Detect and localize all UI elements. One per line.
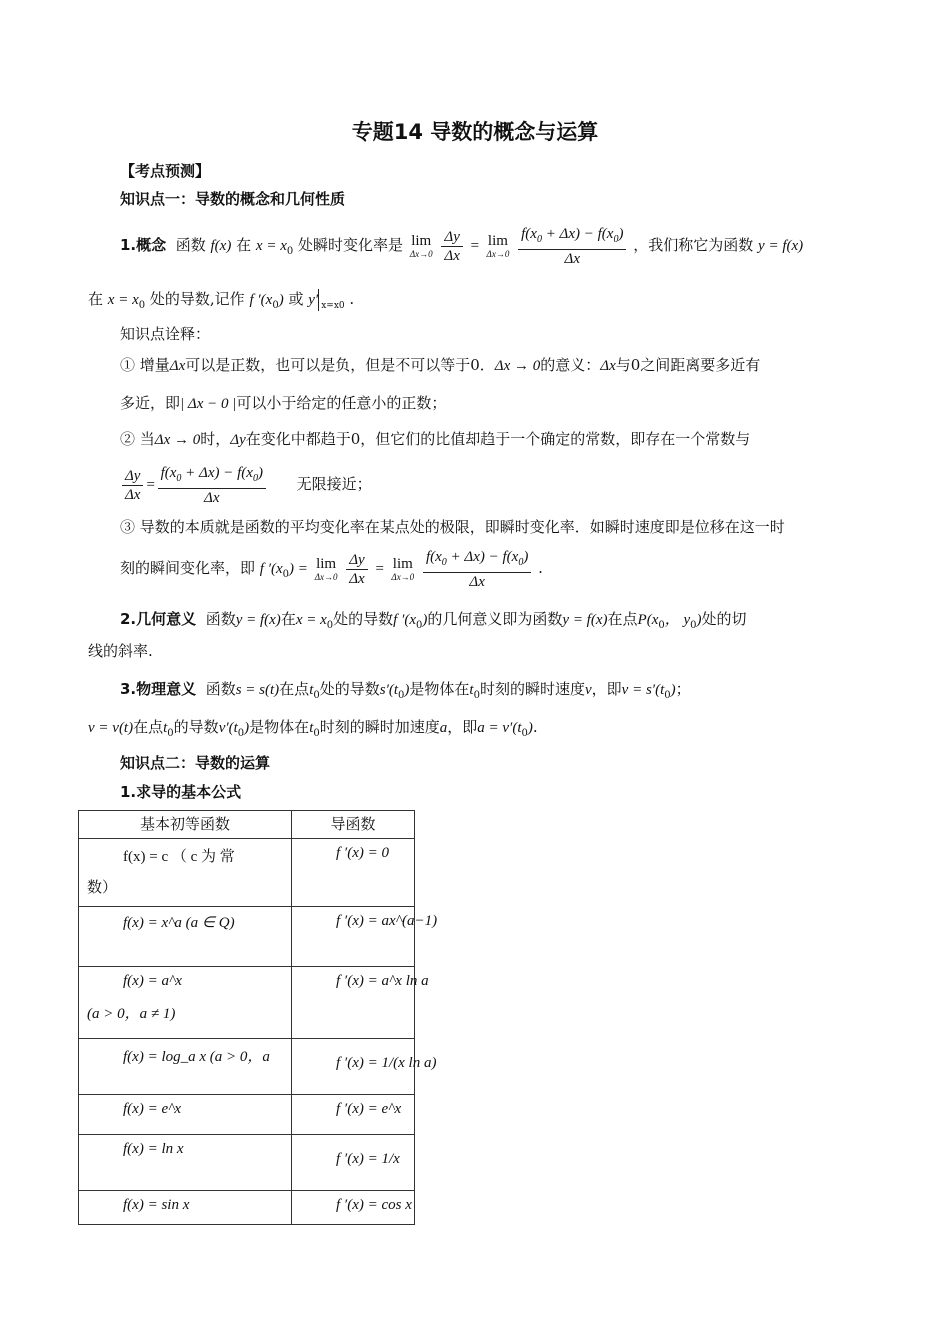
note-1-cont: 多近，即| Δx − 0 |可以小于给定的任意小的正数； <box>120 394 447 412</box>
table-cell: f ′(x) = 1/x <box>292 1135 415 1191</box>
note-1: ① 增量Δx可以是正数，也可以是负，但是不可以等于0．Δx → 0的意义：Δx与0之间距离要多近有 <box>120 356 761 374</box>
table-cell: f ′(x) = 1/(x ln a) <box>292 1039 415 1095</box>
note-3-cont: 刻的瞬间变化率，即 f $'(x_0)$ = lim Δx→0 $\frac{\Delta y}{\Delta x}$ = lim Δx→0 $\frac{f(x_0 + \Delta x) - f(x_0)}{\Delta x}$ . <box>120 548 543 590</box>
table-header-row <box>79 811 415 839</box>
table-row <box>79 1039 415 1095</box>
phy-line: 3.物理意义 函数s = s(t)在点$t_0$处的导数$s'(t_0)$是物体在$t_0$时刻的瞬时速度v，即$v = s'(t_0)$； <box>120 680 691 701</box>
kp2-subheading: 1.求导的基本公式 <box>120 783 242 801</box>
concept-line-2: 在 $x = x_0$ 处的导数,记作 f $'(x_0)$ 或 y′ x=x0 . <box>88 290 355 311</box>
table-row <box>79 1095 415 1135</box>
concept-line: 1.概念 函数 f(x) 在 $x = x_0$ 处瞬时变化率是 lim Δx→0 $\frac{\Delta y}{\Delta x}$ = lim Δx→0 $\frac{f(x_0 + \Delta x) - f(x_0)}{\Delta x}$ ，我们称它为函数 y = f(x) <box>120 225 804 267</box>
kp2-heading: 知识点二：导数的运算 <box>120 754 271 772</box>
table-cell: f(x) = x^a (a ∈ Q) <box>79 907 292 967</box>
table-cell: f(x) = ln x <box>79 1135 292 1191</box>
table-header: 导函数 <box>292 811 415 839</box>
table-row <box>79 1135 415 1191</box>
geo-line-cont: 线的斜率. <box>88 642 153 660</box>
table-cell: f(x) = log_a x (a > 0，a <box>79 1039 292 1095</box>
table-row <box>79 1191 415 1225</box>
table-cell: f ′(x) = e^x <box>292 1095 415 1135</box>
table-header: 基本初等函数 <box>79 811 292 839</box>
table-cell: f ′(x) = 0 <box>292 839 415 907</box>
table-cell: f(x) = e^x <box>79 1095 292 1135</box>
note-2-cont: $\frac{\Delta y}{\Delta x}$ = $\frac{f(x_0 + \Delta x) - f(x_0)}{\Delta x}$ 无限接近； <box>120 462 900 506</box>
table-cell: f ′(x) = ax^(a−1) <box>292 907 415 967</box>
derivative-formula-table <box>78 810 438 1225</box>
page-title: 专题14 导数的概念与运算 <box>351 120 599 144</box>
table-cell: f ′(x) = cos x <box>292 1191 415 1225</box>
limit-expr: lim Δx→0 <box>409 233 433 259</box>
table-row <box>79 907 415 967</box>
table-cell: f(x) = c （ c 为 常 数） <box>79 839 292 907</box>
table-row <box>79 839 415 907</box>
table-cell: f(x) = a^x (a > 0，a ≠ 1) <box>79 967 292 1039</box>
note-heading: 知识点诠释： <box>120 325 211 343</box>
note-2: ② 当Δx → 0时，Δy在变化中都趋于0，但它们的比值却趋于一个确定的常数，即存在一个常数与 <box>120 430 751 448</box>
geo-line: 2.几何意义 函数y = f(x)在$x = x_0$处的导数f $'(x_0)$的几何意义即为函数y = f(x)在点$P(x_0$， $y_0$)处的切 <box>120 610 747 631</box>
kp1-heading: 知识点一：导数的概念和几何性质 <box>120 190 346 208</box>
table-cell: f(x) = sin x <box>79 1191 292 1225</box>
table-row <box>79 967 415 1039</box>
section-label: 【考点预测】 <box>120 162 211 180</box>
phy-line-cont: v = v(t)在点$t_0$的导数$v'(t_0)$是物体在$t_0$时刻的瞬时加速度a，即$a = v'(t_0)$. <box>88 718 538 739</box>
note-3: ③ 导数的本质就是函数的平均变化率在某点处的极限，即瞬时变化率．如瞬时速度即是位移在这一时 <box>120 518 785 536</box>
table-cell: f ′(x) = a^x ln a <box>292 967 415 1039</box>
